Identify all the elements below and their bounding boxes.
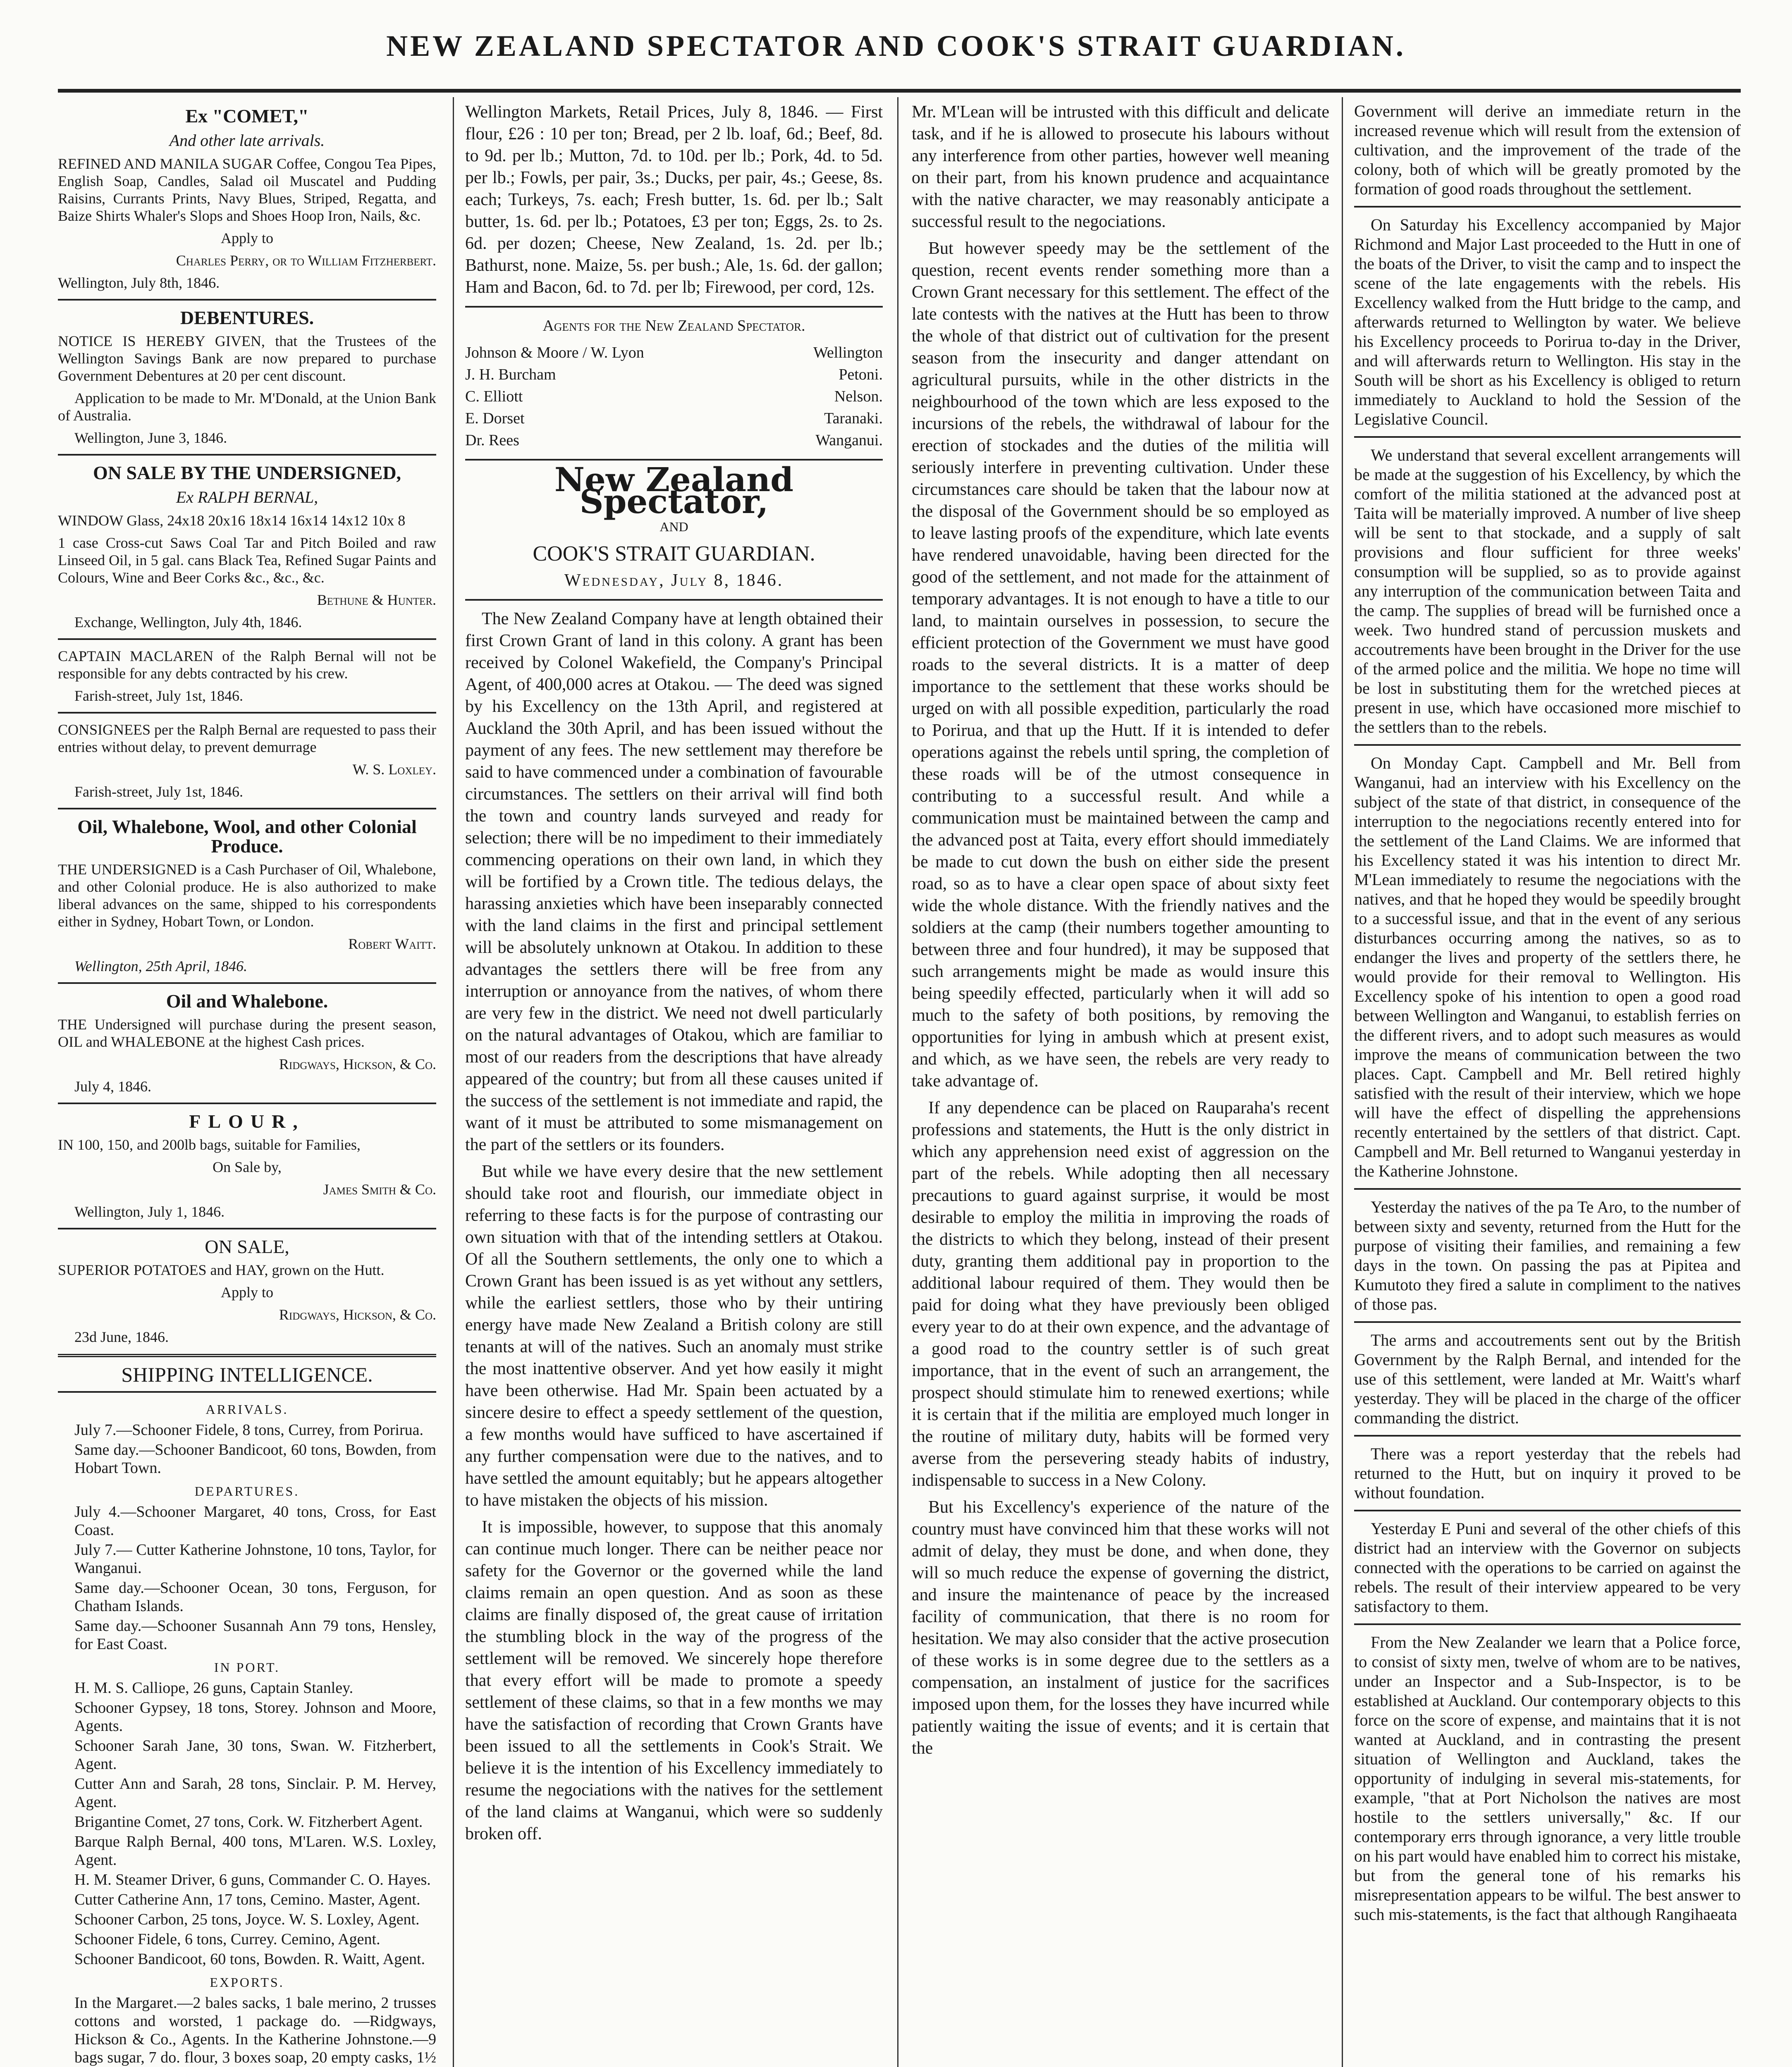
exports-heading: EXPORTS. — [210, 1975, 284, 1990]
news-paragraph: From the New Zealander we learn that a Police force, to consist of sixty men, twelve of whom are to be natives, under an Inspector and a Sub-Inspector, is to be established at Auckland. Our contemporary objects to this force on the score of expense, and maintains that it is not wanted at Auckland, and in contrasting the present situation of Wellington and Auckland, takes the opportunity of indulging in several mis-statements, for example, "that at Port Nicholson the natives are most hostile to the settlers universally," &c. If our contemporary errs through ignorance, a very little trouble on his part would have enabled him to correct his mistake, but from the general tone of his remarks his misrepresentation appears to be wilful. The best answer to such mis-statements, is the fact that although Rangihaeata — [1354, 1633, 1741, 1924]
ad-date: Wellington, July 1, 1846. — [74, 1203, 225, 1220]
shipping-entry: Schooner Bandicoot, 60 tons, Bowden. R. Waitt, Agent. — [74, 1950, 425, 1968]
ad-date: Wellington, July 8th, 1846. — [58, 274, 220, 291]
paper-date: Wednesday, July 8, 1846. — [564, 571, 784, 590]
ad-subheading: And other late arrivals. — [169, 131, 325, 150]
shipping-entry: Brigantine Comet, 27 tons, Cork. W. Fitzherbert Agent. — [74, 1813, 423, 1831]
divider — [58, 454, 436, 456]
news-paragraph: On Saturday his Excellency accompanied by Major Richmond and Major Last proceeded to the Hutt in one of the boats of the Driver, to visit the camp and to inspect the scene of the late engagements with the rebels. His Excellency walked from the Hutt bridge to the camp, and afterwards returned to Wellington by water. We believe his Excellency proceeds to Porirua to-day in the Driver, and will afterwards return to Wellington. His stay in the South will be short as his Excellency is obliged to return immediately to Auckland to hold the Session of the Legislative Council. — [1354, 215, 1741, 428]
ad-heading: ON SALE, — [205, 1236, 289, 1257]
divider — [1354, 1435, 1741, 1437]
agent-place: Taranaki. — [824, 410, 883, 427]
news-paragraph: Government will derive an immediate return in the increased revenue which will result from the extension of cultivation, and the improvement of the trade of the colony, both of which will be greatly promoted by the formation of good roads throughout the settlement. — [1354, 102, 1741, 198]
paper-subtitle: COOK'S STRAIT GUARDIAN. — [533, 542, 815, 566]
column-divider — [1342, 97, 1343, 2067]
ad-text: SUPERIOR POTATOES and HAY, grown on the Hutt. — [58, 1262, 385, 1278]
agent-name: Dr. Rees — [465, 432, 519, 449]
ad-text: Application to be made to Mr. M'Donald, at the Union Bank of Australia. — [58, 390, 436, 424]
news-paragraph: We understand that several excellent arrangements will be made at the suggestion of his Excellency, by which the comfort of the militia stationed at the advanced post at Taita will be materially improved. A number of live sheep will be sent to that stockade, and a supply of salt provisions and flour sufficient for three weeks' consumption will be supplied, so as to provide against any interruption of the communication between Taita and the camp. The supplies of bread will be furnished once a week. Two hundred stand of percussion muskets and accoutrements have been brought in the Driver for the use of the armed police and the militia. We hope no time will be lost in substituting them for the wretched pieces at present in use, which have occasioned more mischief to the settlers than to the rebels. — [1354, 446, 1741, 736]
divider — [1354, 744, 1741, 746]
shipping-entry: Cutter Ann and Sarah, 28 tons, Sinclair. P. M. Hervey, Agent. — [74, 1775, 436, 1811]
news-paragraph: The arms and accoutrements sent out by the British Government by the Ralph Bernal, and intended for the use of this settlement, were landed at Mr. Waitt's wharf yesterday. They will be placed in the charge of the officer commanding the district. — [1354, 1331, 1741, 1427]
news-paragraph: Yesterday E Puni and several of the other chiefs of this district had an interview with the Governor on subjects connected with the operations to be carried on against the rebels. The result of their interview appeared to be very satisfactory to them. — [1354, 1519, 1741, 1616]
ad-text: THE UNDERSIGNED is a Cash Purchaser of Oil, Whalebone, and other Colonial produce. He is also authorized to make liberal advances on the same, shipped to his correspondents either in Sydney, Hobart Town, or London. — [58, 861, 436, 930]
arrivals-list — [58, 1421, 436, 1477]
editorial-paragraph: But while we have every desire that the new settlement should take root and flourish, our immediate object in referring to these facts is for the purpose of contrasting our own situation with that of the intending settlers at Otakou. Of all the Southern settlements, the only one to which a Crown Grant has been issued is as yet without any settlers, while the earliest settlers, those who by their untiring energy have made New Zealand a British colony are still tenants at will of the natives. Such an anomaly must strike the most inattentive observer. And yet how easily it might have been otherwise. Had Mr. Spain been actuated by a sincere desire to effect a speedy settlement of the question, a few months would have sufficed to have ascertained if any further compensation were due to the natives, and to have settled the amount equitably; but he appears altogether to have mistaken the objects of his mission. — [465, 1162, 883, 1510]
agent-name: Johnson & Moore / W. Lyon — [465, 344, 644, 361]
shipping-entry: Same day.—Schooner Bandicoot, 60 tons, Bowden, from Hobart Town. — [74, 1441, 436, 1477]
shipping-entry: Schooner Fidele, 6 tons, Currey. Cemino, Agent. — [74, 1931, 380, 1948]
departures-list — [58, 1503, 436, 1653]
divider — [1354, 206, 1741, 208]
divider — [58, 1391, 436, 1393]
agent-place: Nelson. — [834, 388, 883, 405]
editorial-paragraph: It is impossible, however, to suppose that this anomaly can continue much longer. There can be neither peace nor safety for the Governor or the governed while the land claims remain an open question. And as soon as these claims are finally disposed of, the great cause of irritation the stumbling block in the way of the progress of the settlement will be removed. We sincerely hope therefore that every effort will be made to promote a speedy settlement of these claims, so that in a few months we may have the satisfaction of recording that Crown Grants have been issued to all the settlements in Cook's Strait. We believe it is the intention of his Excellency immediately to resume the negociations with the natives for the settlement of the land claims at Wanganui, which were so suddenly broken off. — [465, 1518, 883, 1843]
news-paragraph: There was a report yesterday that the rebels had returned to the Hutt, but on inquiry it proved to be without foundation. — [1354, 1444, 1741, 1502]
column-divider — [897, 97, 898, 2067]
ad-subheading: Ex RALPH BERNAL, — [176, 488, 318, 506]
ad-text: CAPTAIN MACLAREN of the Ralph Bernal will not be responsible for any debts contracted by his crew. — [58, 648, 436, 682]
editorial-paragraph: The New Zealand Company have at length obtained their first Crown Grant of land in this colony. A grant has been received by Colonel Wakefield, the Company's Principal Agent, of 400,000 acres at Otakou. — The deed was signed by his Excellency on the 13th April, and registered at Auckland the 30th April, and has been issued without the payment of any fees. The new settlement may therefore be said to have commenced under a combination of favourable circumstances. The settlers on their arrival will find both the town and country lands surveyed and ready for selection; there will be no impediment to their immediately commencing operations on their own land, in which they will be fortified by a Crown title. The tedious delays, the harassing anxieties which have been inseparably connected with the land claims in the first and principal settlement will be absolutely unknown at Otakou. In addition to these advantages the settlers there will be free from any interruption or annoyance from the natives, of whom there are very few in the district. We need not dwell particularly on the natural advantages of Otakou, which are familiar to most of our readers from the descriptions that have already appeared of the country; but from all these causes united if the success of the settlement is not immediate and rapid, the want of it must be attributed to some mismanagement on the part of the settlers or its founders. — [465, 609, 883, 1154]
ad-signature: James Smith & Co. — [323, 1181, 436, 1198]
ad-apply: Apply to — [220, 230, 273, 246]
ad-text: IN 100, 150, and 200lb bags, suitable for Families, — [58, 1136, 361, 1153]
ad-date: Wellington, 25th April, 1846. — [74, 958, 248, 974]
ad-heading: ON SALE BY THE UNDERSIGNED, — [93, 462, 401, 483]
ad-date: July 4, 1846. — [74, 1078, 152, 1095]
column-advertisements — [58, 101, 436, 2067]
shipping-entry: Same day.—Schooner Ocean, 30 tons, Ferguson, for Chatham Islands. — [74, 1579, 436, 1615]
column-divider — [453, 97, 454, 2067]
agent-row — [465, 364, 883, 386]
ad-heading: DEBENTURES. — [180, 307, 314, 328]
shipping-entry: July 4.—Schooner Margaret, 40 tons, Cross, for East Coast. — [74, 1503, 436, 1539]
agent-place: Wanganui. — [815, 432, 883, 449]
shipping-entry: Schooner Gypsey, 18 tons, Storey. Johnson and Moore, Agents. — [74, 1699, 436, 1735]
shipping-entry: July 7.— Cutter Katherine Johnstone, 10 tons, Taylor, for Wanganui. — [74, 1541, 436, 1577]
divider — [1354, 1321, 1741, 1323]
shipping-entry: July 7.—Schooner Fidele, 8 tons, Currey, from Porirua. — [74, 1421, 423, 1439]
ad-date: Wellington, June 3, 1846. — [74, 430, 227, 446]
agent-name: J. H. Burcham — [465, 366, 556, 383]
shipping-entry: Cutter Catherine Ann, 17 tons, Cemino. Master, Agent. — [74, 1891, 421, 1908]
arrivals-heading: ARRIVALS. — [205, 1402, 289, 1417]
ad-text: 1 case Cross-cut Saws Coal Tar and Pitch Boiled and raw Linseed Oil, in 5 gal. cans Black Tea, Refined Sugar Paints and Colours, Wine and Beer Corks &c., &c., &c. — [58, 535, 436, 586]
departures-heading: DEPARTURES. — [194, 1484, 300, 1499]
ad-text: REFINED AND MANILA SUGAR Coffee, Congou Tea Pipes, English Soap, Candles, Salad oil Muscatel and Pudding Raisins, Currants Prints, Navy Blues, Striped, Regatta, and Baize Shirts Whaler's Slops and Shoes Hoop Iron, Nails, &c. — [58, 155, 436, 224]
markets-report: Wellington Markets, Retail Prices, July 8, 1846. — First flour, £26 : 10 per ton; Bread, per 2 lb. loaf, 6d.; Beef, 8d. to 9d. per lb.; Mutton, 7d. to 10d. per lb.; Pork, 4d. to 5d. per lb.; Fowls, per pair, 3s.; Ducks, per pair, 4s.; Geese, 8s. each; Turkeys, 7s. each; Fresh butter, 1s. 6d. per lb.; Salt butter, 1s. 6d. per lb.; Potatoes, £3 per ton; Eggs, 2s. to 2s. 6d. per dozen; Cheese, New Zealand, 1s. 2d. per lb.; Bathurst, none. Maize, 5s. per bush.; Ale, 1s. 6d. der gallon; Ham and Bacon, 6d. to 7d. per lb; Firewood, per cord, 12s. — [465, 103, 883, 297]
news-paragraph: On Monday Capt. Campbell and Mr. Bell from Wanganui, had an interview with his Excellency on the subject of the state of that district, in consequence of the interruption to the negociations recently entered into for the settlement of the Land Claims. We are informed that his Excellency stated it was his intention to direct Mr. M'Lean immediately to resume the negociations with the natives, and that he hoped they would be speedily brought to a successful issue, and that in the event of any serious disturbances occurring among the natives, so as to endanger the lives and property of the settlers there, he would provide for their removal to Wellington. His Excellency spoke of his intention to open a good road between Wellington and Wanganui, to establish ferries on the different rivers, and to adopt such measures as would improve the means of communication between the two places. Capt. Campbell and Mr. Bell retired highly satisfied with the result of their interview, which we hope will have the effect of dispelling the apprehensions recently entertained by the settlers of that district. Capt. Campbell and Mr. Bell returned to Wanganui yesterday in the Katherine Johnstone. — [1354, 754, 1741, 1180]
ad-date: 23d June, 1846. — [74, 1329, 169, 1345]
ad-heading: FLOUR, — [189, 1111, 305, 1132]
exports-text: In the Margaret.—2 bales sacks, 1 bale merino, 2 trusses cottons and worsted, 1 package do. —Ridgways, Hickson & Co., Agents. In the Katherine Johnstone.—9 bags sugar, 7 do. flour, 3 boxes soap, 20 empty casks, 1½ — [74, 1994, 436, 2066]
ad-text: NOTICE IS HEREBY GIVEN, that the Trustees of the Wellington Savings Bank are now prepared to purchase Government Debentures at 20 per cent discount. — [58, 333, 436, 384]
divider — [465, 599, 883, 601]
ad-signature: Robert Waitt. — [348, 936, 436, 952]
column-editorial-2 — [912, 101, 1329, 2067]
column-editorial-1 — [465, 101, 883, 2067]
ad-heading: Oil and Whalebone. — [166, 991, 328, 1012]
ad-date: Farish-street, July 1st, 1846. — [74, 783, 243, 800]
agents-rows — [465, 342, 883, 451]
agent-place: Wellington — [813, 344, 883, 361]
editorial-paragraph: But however speedy may be the settlement of the question, recent events render something more than a Crown Grant necessary for this settlement. The effect of the late contests with the natives at the Hutt has been to throw the whole of that district out of cultivation for the present season from the insecurity and danger attendant on agricultural pursuits, while in the other districts in the neighbourhood of the town which are less exposed to the incursions of the rebels, the withdrawal of labour for the erection of stockades and the duties of the militia will seriously interfere in preventing cultivation. Under these circumstances care should be taken that the labour now at the disposal of the Government should be so employed as to leave lasting proofs of the expenditure, which late events have rendered unavoidable, having been directed for the good of the settlement, and not made for the attainment of temporary advantages. It is not enough to have a title to our land, to maintain ourselves in possession, to secure the efficient protection of the Government we must have good roads to the several districts. It is a matter of deep importance to the settlement that these works should be urged on with all possible expedition, particularly the road to Porirua, and that up the Hutt. If it is intended to defer operations against the rebels until spring, the completion of these roads will be of the utmost consequence in contributing to a successful result. And while a communication must be maintained between the camp and the advanced post at Taita, every effort should immediately be made to cut down the bush on either side the present road, so as to have a clear open space of about sixty feet wide the whole distance. With the friendly natives and the soldiers at the camp (their numbers together amounting to between three and four hundred), it may be supposed that such arrangements might be made as would insure this being speedily effected, particularly when it will add so much to the safety of both positions, by removing the opportunities for lying in ambush which at present exist, and which, as we have seen, the rebels are very ready to take advantage of. — [912, 239, 1329, 1091]
shipping-entry: Schooner Sarah Jane, 30 tons, Swan. W. Fitzherbert, Agent. — [74, 1737, 436, 1773]
ad-date: Farish-street, July 1st, 1846. — [74, 687, 243, 704]
shipping-entry: H. M. S. Calliope, 26 guns, Captain Stanley. — [74, 1679, 354, 1697]
agent-name: E. Dorset — [465, 410, 525, 427]
agent-row — [465, 342, 883, 364]
agent-place: Petoni. — [839, 366, 883, 383]
shipping-heading: SHIPPING INTELLIGENCE. — [121, 1363, 373, 1386]
ad-heading: Oil, Whalebone, Wool, and other Colonial Produce. — [77, 816, 417, 857]
ad-signature: Ridgways, Hickson, & Co. — [279, 1056, 436, 1072]
shipping-entry: Schooner Carbon, 25 tons, Joyce. W. S. Loxley, Agent. — [74, 1911, 420, 1928]
ad-text: THE Undersigned will purchase during the present season, OIL and WHALEBONE at the highest Cash prices. — [58, 1016, 436, 1050]
editorial-paragraph: But his Excellency's experience of the nature of the country must have convinced him that these works will not admit of delay, they must be done, and when done, they will so much reduce the expense of governing the district, and insure the maintenance of peace by the increased facility of communication, that there is no room for hesitation. We may also consider that the active prosecution of these works is in some degree due to the settlers as a compensation, an instalment of justice for the sacrifices imposed upon them, for the losses they have incurred while patiently waiting the issue of events; and it is certain that the — [912, 1498, 1329, 1758]
divider — [58, 808, 436, 809]
agents-heading: Agents for the New Zealand Spectator. — [542, 317, 805, 334]
shipping-entry: H. M. Steamer Driver, 6 guns, Commander C. O. Hayes. — [74, 1871, 431, 1888]
shipping-intelligence — [58, 1365, 436, 2067]
divider — [58, 638, 436, 640]
divider — [58, 299, 436, 301]
divider — [465, 306, 883, 308]
inport-heading: IN PORT. — [214, 1660, 280, 1675]
divider — [1354, 436, 1741, 438]
ad-text: CONSIGNEES per the Ralph Bernal are requested to pass their entries without delay, to prevent demurrage — [58, 721, 436, 755]
divider — [1354, 1188, 1741, 1190]
news-paragraph: Yesterday the natives of the pa Te Aro, to the number of between sixty and seventy, returned from the Hutt for the purpose of visiting their families, and remaining a few days in the town. On passing the pas at Pipitea and Kumutoto they fired a salute in compliment to the natives of those pas. — [1354, 1198, 1741, 1313]
divider — [1354, 1510, 1741, 1511]
ad-signature: W. S. Loxley. — [352, 761, 436, 778]
ad-text: On Sale by, — [213, 1159, 282, 1175]
ad-signature: Charles Perry, or to William Fitzherbert. — [176, 252, 436, 269]
agent-row — [465, 408, 883, 430]
agents-list — [465, 315, 883, 451]
ad-text: WINDOW Glass, 24x18 20x16 18x14 16x14 14x12 10x 8 — [58, 512, 406, 529]
divider — [58, 1228, 436, 1229]
paper-title: New Zealand Spectator, — [554, 460, 794, 521]
agent-row — [465, 430, 883, 451]
ad-apply: Apply to — [220, 1284, 273, 1301]
divider — [58, 1103, 436, 1104]
divider — [1354, 1623, 1741, 1625]
ad-signature: Ridgways, Hickson, & Co. — [279, 1306, 436, 1323]
divider — [58, 712, 436, 714]
masthead: NEW ZEALAND SPECTATOR AND COOK'S STRAIT GUARDIAN. — [386, 29, 1406, 62]
editorial-paragraph: Mr. M'Lean will be intrusted with this difficult and delicate task, and if he is allowed to prosecute his labours without any interference from other parties, however well meaning on their part, from his known prudence and acquaintance with the native character, we may reasonably anticipate a successful result to the negociations. — [912, 103, 1329, 231]
masthead-rule — [58, 89, 1741, 93]
divider — [58, 982, 436, 984]
shipping-entry: Barque Ralph Bernal, 400 tons, M'Laren. W.S. Loxley, Agent. — [74, 1833, 436, 1869]
paper-and: AND — [659, 519, 688, 534]
shipping-entry: Same day.—Schooner Susannah Ann 79 tons, Hensley, for East Coast. — [74, 1617, 436, 1653]
agent-row — [465, 386, 883, 408]
ad-heading: Ex "COMET," — [185, 105, 309, 127]
divider — [58, 1354, 436, 1357]
inport-list — [58, 1679, 436, 1968]
ad-signature: Bethune & Hunter. — [317, 592, 436, 608]
ad-date: Exchange, Wellington, July 4th, 1846. — [74, 614, 302, 630]
editorial-paragraph: If any dependence can be placed on Rauparaha's recent professions and statements, the Hutt is the only district in which any apprehension need exist of aggression on the part of the rebels. While adopting then all necessary precautions to guard against surprise, it would be most desirable to employ the militia in improving the roads of the districts to which they belong, instead of their present duty, granting them additional pay in proportion to the additional labour required of them. They would then be paid for doing what they have previously been obliged every year to do at their own expence, and the advantage of a good road to the country settler is of such great importance, that in the event of such an arrangement, the prospect should stimulate him to renewed exertions; while it is certain that if the militia are employed much longer in the routine of military duty, habits will be formed very averse from the persevering steady habits of industry, indispensable to success in a New Colony. — [912, 1098, 1329, 1490]
agent-name: C. Elliott — [465, 388, 523, 405]
column-local-news — [1354, 101, 1741, 2067]
